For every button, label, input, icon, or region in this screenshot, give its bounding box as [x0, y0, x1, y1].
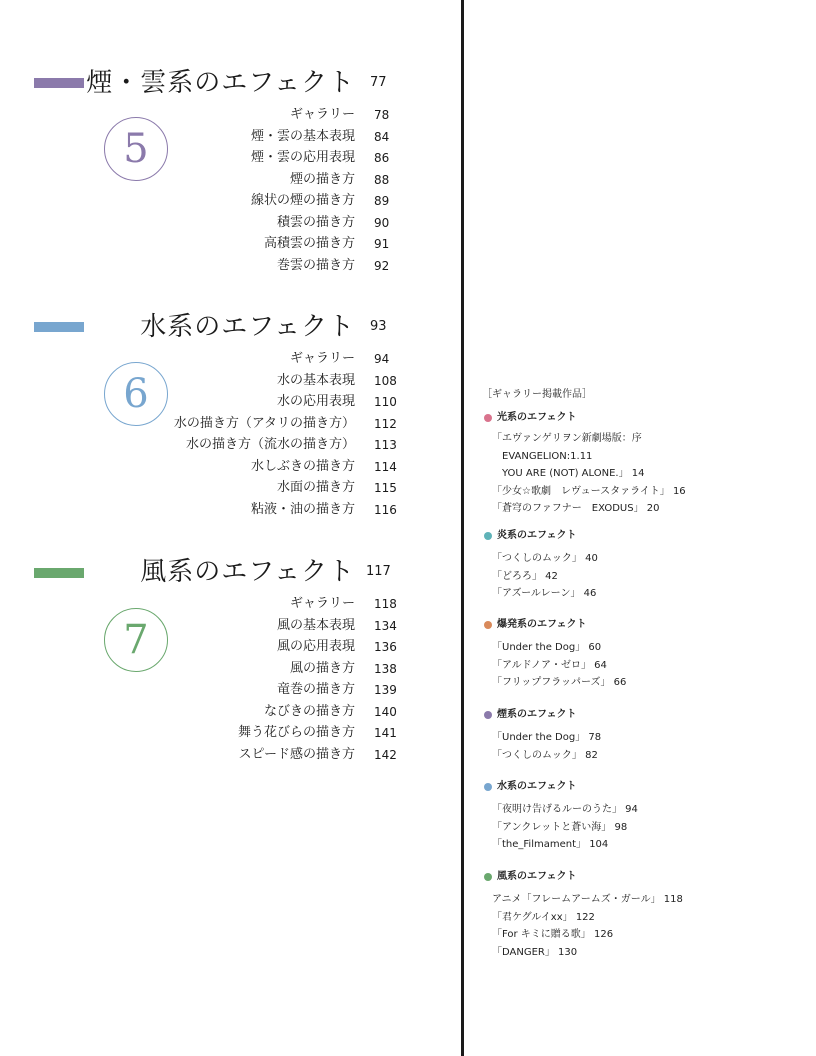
toc-item[interactable]	[0, 391, 460, 413]
toc-item[interactable]	[0, 744, 460, 766]
toc-item-page: 91	[374, 237, 390, 251]
toc-item[interactable]	[0, 434, 460, 456]
gallery-category-water	[482, 779, 802, 854]
toc-item-page: 113	[374, 438, 397, 452]
bullet-dot-icon	[484, 414, 492, 422]
toc-item[interactable]	[0, 593, 460, 615]
toc-item[interactable]	[0, 147, 460, 169]
toc-item[interactable]	[0, 456, 460, 478]
toc-item[interactable]	[0, 477, 460, 499]
toc-item[interactable]	[0, 413, 460, 435]
gallery-category-smoke	[482, 707, 802, 764]
toc-item[interactable]	[0, 255, 460, 277]
toc-item-page: 138	[374, 661, 397, 676]
gallery-header: ［ギャラリー掲載作品］	[482, 389, 592, 400]
toc-item-page: 140	[374, 704, 397, 719]
toc-item[interactable]	[0, 190, 460, 212]
gallery-entry: 「DANGER」 130	[492, 946, 578, 958]
toc-item-label: 煙・雲の応用表現	[250, 150, 355, 165]
section-page-number: 93	[370, 319, 387, 334]
toc-item-label: 巻雲の描き方	[276, 257, 355, 273]
toc-item-label: スピード感の描き方	[238, 746, 355, 762]
gallery-entry: 「君ケグルイxx」 122	[492, 911, 595, 923]
toc-item-page: 108	[374, 373, 397, 388]
toc-item-page: 136	[374, 640, 397, 654]
toc-item-label: 風の応用表現	[276, 639, 355, 654]
toc-item-page: 139	[374, 683, 397, 697]
gallery-category-title: 風系のエフェクト	[497, 871, 577, 882]
toc-item-page: 92	[374, 258, 390, 273]
bullet-dot-icon	[484, 873, 492, 881]
toc-item-label: 水面の描き方	[276, 480, 355, 495]
bullet-dot-icon	[484, 711, 492, 719]
bullet-dot-icon	[484, 532, 492, 540]
section-title: 水系のエフェクト	[140, 312, 355, 342]
toc-item-label: 水の描き方（アタリの描き方）	[173, 415, 355, 431]
gallery-entry: 「蒼穹のファフナー EXODUS」 20	[492, 503, 660, 514]
toc-item-label: 粘液・油の描き方	[250, 501, 355, 517]
toc-item-label: 煙の描き方	[289, 171, 355, 187]
toc-item[interactable]	[0, 636, 460, 658]
toc-item-label: 風の基本表現	[276, 617, 355, 633]
toc-item[interactable]	[0, 370, 460, 392]
gallery-category-title: 水系のエフェクト	[497, 781, 577, 792]
toc-item[interactable]	[0, 658, 460, 680]
toc-item-page: 110	[374, 395, 397, 409]
gallery-category-title: 煙系のエフェクト	[497, 709, 577, 720]
gallery-entry: 「アンクレットと蒼い海」 98	[492, 821, 628, 833]
toc-item-page: 141	[374, 726, 397, 740]
toc-item[interactable]	[0, 701, 460, 723]
toc-item[interactable]	[0, 126, 460, 148]
toc-item[interactable]	[0, 499, 460, 521]
toc-item-label: 舞う花びらの描き方	[237, 725, 355, 740]
toc-item-page: 89	[374, 194, 390, 208]
toc-item-page: 116	[374, 502, 397, 517]
gallery-entry: アニメ「フレームアームズ・ガール」 118	[492, 894, 683, 905]
chapter-number-badge: 7	[104, 608, 168, 672]
toc-item-page: 86	[374, 151, 390, 165]
bullet-dot-icon	[484, 783, 492, 791]
gallery-entry: 「Under the Dog」 60	[492, 642, 602, 653]
toc-item-label: 竜巻の描き方	[276, 682, 355, 697]
toc-item[interactable]	[0, 615, 460, 637]
toc-item-page: 88	[374, 172, 390, 187]
toc-item[interactable]	[0, 348, 460, 370]
section-color-bar	[34, 322, 84, 332]
toc-item-label: 水の応用表現	[276, 394, 355, 409]
gallery-entry: 「どろろ」 42	[492, 570, 558, 582]
toc-item-label: 水の描き方（流水の描き方）	[185, 437, 355, 452]
toc-item-label: 水の基本表現	[276, 372, 355, 388]
center-divider	[461, 0, 464, 1056]
section-page-number: 77	[370, 75, 387, 90]
gallery-category-wind	[482, 869, 802, 961]
gallery-entry: 「For キミに贈る歌」 126	[492, 929, 614, 940]
toc-item-label: 積雲の描き方	[276, 214, 355, 230]
toc-item[interactable]	[0, 679, 460, 701]
toc-item-label: 水しぶきの描き方	[250, 458, 355, 474]
gallery-entry: YOU ARE (NOT) ALONE.」 14	[502, 468, 645, 479]
toc-item-label: ギャラリー	[289, 596, 355, 611]
toc-item-label: 煙・雲の基本表現	[250, 128, 355, 144]
toc-item[interactable]	[0, 104, 460, 126]
gallery-entry: 「つくしのムック」 82	[492, 749, 598, 761]
toc-item[interactable]	[0, 212, 460, 234]
gallery-category-title: 爆発系のエフェクト	[497, 619, 587, 630]
gallery-category-fire	[482, 528, 802, 603]
gallery-entry: 「フリップフラッパーズ」 66	[492, 677, 627, 688]
gallery-entry: 「Under the Dog」 78	[492, 732, 602, 743]
toc-item-page: 118	[374, 597, 397, 611]
toc-item-label: 高積雲の描き方	[263, 236, 355, 251]
gallery-entry: 「アルドノア・ゼロ」 64	[492, 659, 607, 671]
toc-item-page: 94	[374, 352, 390, 366]
toc-item[interactable]	[0, 169, 460, 191]
toc-item-label: ギャラリー	[289, 351, 355, 366]
toc-item-page: 112	[374, 416, 397, 431]
toc-item-page: 84	[374, 129, 390, 144]
gallery-entry: 「アズールレーン」 46	[492, 588, 597, 599]
toc-item-label: なびきの描き方	[263, 703, 355, 719]
toc-item-page: 78	[374, 108, 390, 122]
gallery-category-title: 炎系のエフェクト	[497, 530, 577, 541]
section-color-bar	[34, 568, 84, 578]
toc-item-page: 115	[374, 481, 397, 495]
toc-item-label: ギャラリー	[289, 107, 355, 122]
toc-item-page: 134	[374, 618, 397, 633]
bullet-dot-icon	[484, 621, 492, 629]
gallery-entry: 「少女☆歌劇 レヴュースタァライト」 16	[492, 485, 686, 497]
toc-item[interactable]	[0, 233, 460, 255]
gallery-category-light	[482, 410, 802, 518]
toc-item-page: 114	[374, 459, 397, 474]
toc-item-page: 90	[374, 215, 390, 230]
gallery-entry: 「エヴァンゲリヲン新劇場版：序	[492, 433, 642, 444]
section-page-number: 117	[366, 564, 391, 579]
section-color-bar	[34, 78, 84, 88]
toc-item-label: 線状の煙の描き方	[250, 193, 355, 208]
gallery-entry: 「the_Filmament」 104	[492, 839, 609, 850]
gallery-entry: 「つくしのムック」 40	[492, 553, 598, 564]
toc-item[interactable]	[0, 722, 460, 744]
gallery-entry: 「夜明け告げるルーのうた」 94	[492, 804, 638, 815]
toc-item-page: 142	[374, 747, 397, 762]
section-title: 煙・雲系のエフェクト	[86, 68, 355, 98]
gallery-entry: EVANGELION:1.11	[502, 450, 593, 462]
gallery-category-explosion	[482, 617, 802, 692]
gallery-category-title: 光系のエフェクト	[497, 412, 577, 423]
section-title: 風系のエフェクト	[140, 557, 355, 587]
toc-item-label: 風の描き方	[289, 660, 355, 676]
chapter-number-badge: 5	[104, 117, 168, 181]
chapter-number-badge: 6	[104, 362, 168, 426]
